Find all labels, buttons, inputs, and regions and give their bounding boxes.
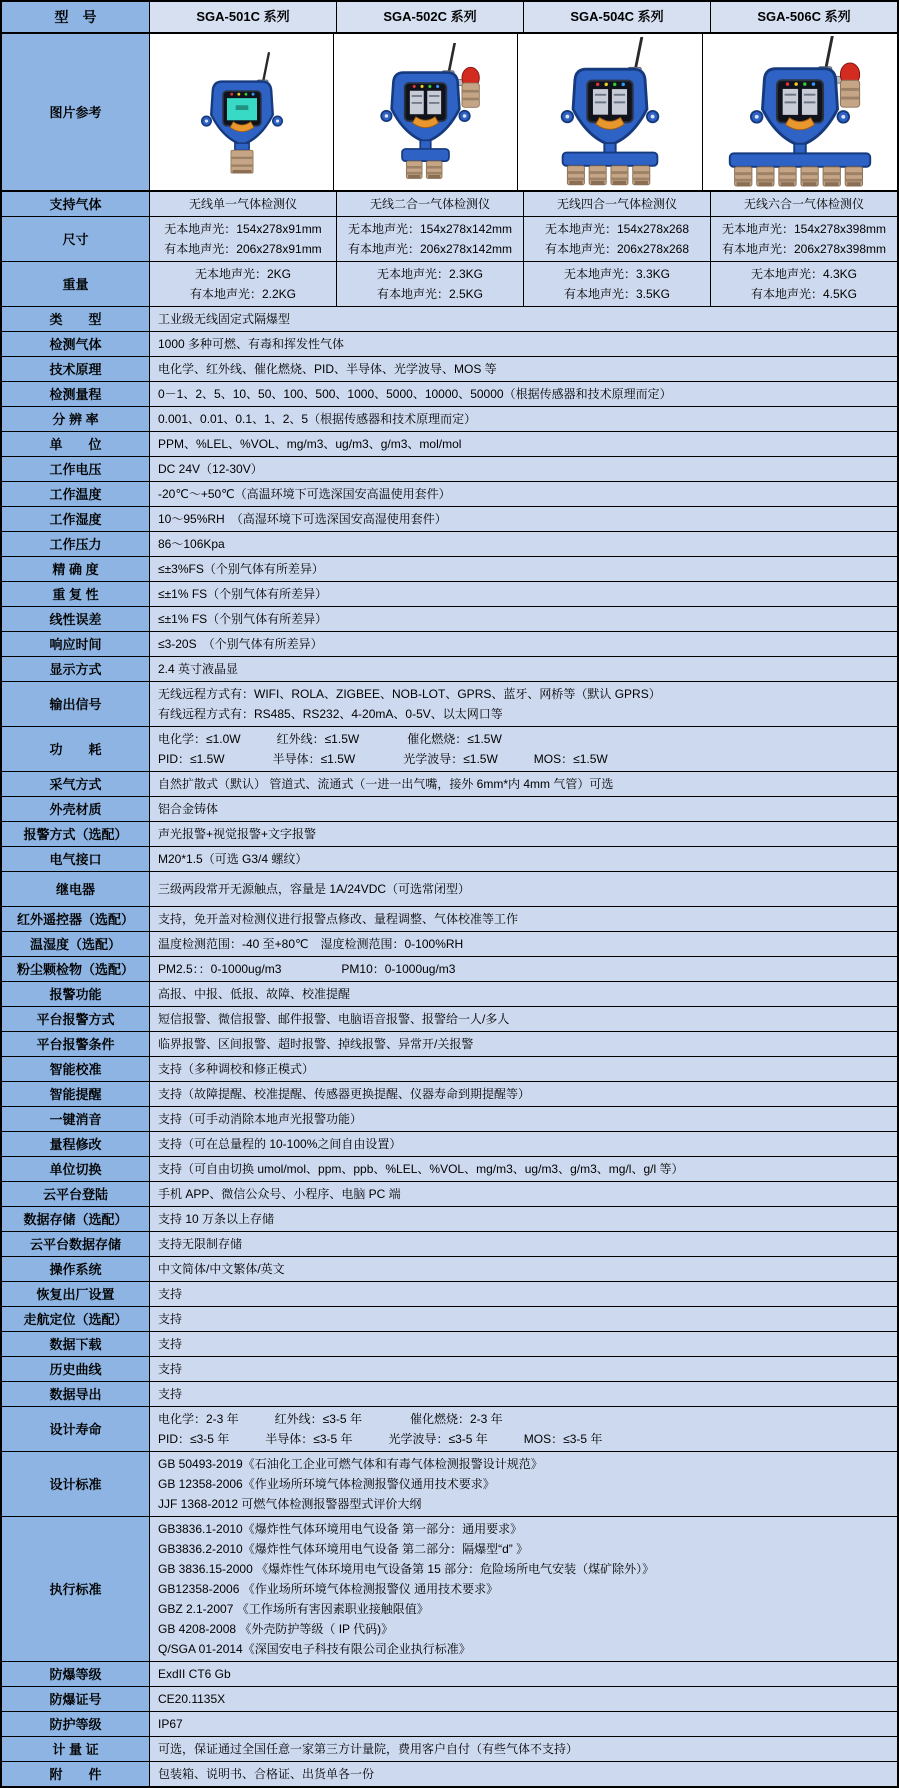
spec-value-line: 支持（可在总量程的 10-100%之间自由设置） xyxy=(158,1137,402,1151)
spec-value-line: GB3836.2-2010《爆炸性气体环境用电气设备 第二部分：隔爆型“d” 》 xyxy=(158,1542,529,1556)
spec-row xyxy=(2,822,897,847)
spec-value-line: PID：≤3-5 年 半导体：≤3-5 年 光学波导：≤3-5 年 MOS：≤3-5 年 xyxy=(158,1432,603,1446)
spec-value-cell xyxy=(150,407,897,431)
spec-row xyxy=(2,1357,897,1382)
spec-value-cell xyxy=(150,657,897,681)
spec-value-cell xyxy=(150,557,897,581)
spec-row xyxy=(2,582,897,607)
device-image-cell-sga-504c xyxy=(518,34,703,190)
row-label: 设计寿命 xyxy=(2,1407,150,1451)
spec-value-cell xyxy=(150,1517,897,1661)
spec-row xyxy=(2,262,897,307)
spec-value-cell xyxy=(150,1257,897,1281)
spec-value-cell xyxy=(150,1107,897,1131)
row-label: 智能校准 xyxy=(2,1057,150,1081)
spec-value-cell xyxy=(711,217,897,261)
spec-value-cell xyxy=(150,1057,897,1081)
image-row-label: 图片参考 xyxy=(2,34,150,190)
row-label: 工作温度 xyxy=(2,482,150,506)
spec-value-line: ≤±3%FS（个别气体有所差异） xyxy=(158,562,324,576)
spec-value-cell xyxy=(150,1232,897,1256)
row-label: 设计标准 xyxy=(2,1452,150,1516)
spec-value-cell xyxy=(150,1032,897,1056)
model-name: SGA-506C 系列 xyxy=(757,9,851,24)
spec-value-line: ≤3-20S （个别气体有所差异） xyxy=(158,637,323,651)
spec-value-line: PID：≤1.5W 半导体：≤1.5W 光学波导：≤1.5W MOS：≤1.5W xyxy=(158,752,608,766)
spec-value-line: CE20.1135X xyxy=(158,1692,226,1706)
spec-value-line: 无线二合一气体检测仪 xyxy=(369,197,490,211)
spec-row xyxy=(2,1057,897,1082)
spec-value-cell xyxy=(150,307,897,331)
spec-row xyxy=(2,682,897,727)
row-label: 执行标准 xyxy=(2,1517,150,1661)
device-image-sga-506c-icon xyxy=(705,36,895,188)
row-label: 数据导出 xyxy=(2,1382,150,1406)
row-label: 温湿度（选配） xyxy=(2,932,150,956)
spec-row xyxy=(2,1382,897,1407)
spec-value-line: IP67 xyxy=(158,1717,183,1731)
spec-value-cell xyxy=(150,727,897,771)
spec-value-line: 支持无限制存储 xyxy=(158,1237,243,1251)
spec-value-line: 支持 xyxy=(158,1387,183,1401)
spec-value-cell xyxy=(150,982,897,1006)
spec-value-line: 支持 xyxy=(158,1362,183,1376)
spec-row xyxy=(2,217,897,262)
spec-value-cell xyxy=(150,1332,897,1356)
spec-row xyxy=(2,607,897,632)
row-label: 采气方式 xyxy=(2,772,150,796)
spec-row xyxy=(2,192,897,217)
spec-value-cell xyxy=(524,192,711,216)
row-label: 响应时间 xyxy=(2,632,150,656)
row-label: 检测气体 xyxy=(2,332,150,356)
spec-value-cell xyxy=(150,1357,897,1381)
spec-value-line: 无本地声光：2.3KG xyxy=(376,267,484,281)
spec-value-cell xyxy=(150,1182,897,1206)
spec-row xyxy=(2,332,897,357)
spec-value-cell xyxy=(524,217,711,261)
spec-value-cell xyxy=(150,682,897,726)
spec-value-line: Q/SGA 01-2014《深国安电子科技有限公司企业执行标准》 xyxy=(158,1642,471,1656)
model-header-sga-501c xyxy=(150,2,337,32)
spec-value-line: 有线远程方式有：RS485、RS232、4-20mA、0-5V、以太网口等 xyxy=(158,707,503,721)
spec-value-line: 无线六合一气体检测仪 xyxy=(743,197,864,211)
spec-row xyxy=(2,1282,897,1307)
spec-row xyxy=(2,1307,897,1332)
row-label: 防护等级 xyxy=(2,1712,150,1736)
spec-row xyxy=(2,457,897,482)
spec-value-line: 有本地声光：206x278x91mm xyxy=(164,242,322,256)
image-row xyxy=(2,34,897,192)
spec-row xyxy=(2,1407,897,1452)
device-image-sga-501c-icon xyxy=(167,50,317,175)
row-label: 防爆等级 xyxy=(2,1662,150,1686)
spec-value-cell xyxy=(150,1737,897,1761)
spec-value-line: 自然扩散式（默认） 管道式、流通式（一进一出气嘴，接外 6mm*内 4mm 气管）可选 xyxy=(158,777,614,791)
row-label: 防爆证号 xyxy=(2,1687,150,1711)
spec-value-cell xyxy=(150,632,897,656)
spec-row xyxy=(2,727,897,772)
spec-value-line: PM2.5：：0-1000ug/m3 PM10：0-1000ug/m3 xyxy=(158,962,456,976)
spec-value-line: 支持 xyxy=(158,1287,183,1301)
model-name: SGA-502C 系列 xyxy=(383,9,477,24)
spec-row xyxy=(2,307,897,332)
spec-value-cell xyxy=(150,457,897,481)
spec-row xyxy=(2,1332,897,1357)
spec-row xyxy=(2,407,897,432)
spec-value-line: GBZ 2.1-2007 《工作场所有害因素职业接触限值》 xyxy=(158,1602,429,1616)
spec-value-line: 支持，免开盖对检测仪进行报警点修改、量程调整、气体校准等工作 xyxy=(158,912,519,926)
spec-row xyxy=(2,872,897,907)
spec-value-cell xyxy=(150,262,337,306)
spec-value-cell xyxy=(711,262,897,306)
spec-value-line: 支持（可手动消除本地声光报警功能） xyxy=(158,1112,363,1126)
spec-value-cell xyxy=(711,192,897,216)
spec-value-line: 电化学：2-3 年 红外线：≤3-5 年 催化燃烧：2-3 年 xyxy=(158,1412,503,1426)
spec-value-cell xyxy=(150,382,897,406)
spec-value-line: M20*1.5（可选 G3/4 螺纹） xyxy=(158,852,308,866)
device-image-cell-sga-501c xyxy=(150,34,334,190)
row-label: 数据下载 xyxy=(2,1332,150,1356)
spec-row xyxy=(2,1687,897,1712)
spec-value-line: PPM、%LEL、%VOL、mg/m3、ug/m3、g/m3、mol/mol xyxy=(158,437,462,451)
spec-value-line: 无线远程方式有：WIFI、ROLA、ZIGBEE、NOB-LOT、GPRS、蓝牙、网桥等（默认 GPRS） xyxy=(158,687,661,701)
spec-value-cell xyxy=(150,607,897,631)
spec-value-line: 有本地声光：2.2KG xyxy=(189,287,297,301)
spec-value-line: 无本地声光：154x278x268 xyxy=(544,222,690,236)
row-label: 云平台数据存储 xyxy=(2,1232,150,1256)
device-image-cell-sga-502c xyxy=(334,34,518,190)
spec-row xyxy=(2,357,897,382)
row-label: 功 耗 xyxy=(2,727,150,771)
row-label: 重 复 性 xyxy=(2,582,150,606)
spec-value-line: 支持（故障提醒、校准提醒、传感器更换提醒、仪器寿命到期提醒等） xyxy=(158,1087,531,1101)
row-label: 平台报警方式 xyxy=(2,1007,150,1031)
spec-value-line: 无本地声光：4.3KG xyxy=(750,267,858,281)
row-label: 单位切换 xyxy=(2,1157,150,1181)
spec-value-line: 有本地声光：2.5KG xyxy=(376,287,484,301)
spec-value-cell xyxy=(150,797,897,821)
spec-value-cell xyxy=(150,1157,897,1181)
spec-value-line: GB 3836.15-2000 《爆炸性气体环境用电气设备第 15 部分：危险场所电气安装（煤矿除外）》 xyxy=(158,1562,655,1576)
spec-value-line: 三级两段常开无源触点，容量是 1A/24VDC（可选常闭型） xyxy=(158,882,471,896)
spec-value-cell xyxy=(150,482,897,506)
spec-value-line: 有本地声光：3.5KG xyxy=(563,287,671,301)
spec-rows xyxy=(2,192,897,1786)
row-label: 电气接口 xyxy=(2,847,150,871)
spec-row xyxy=(2,932,897,957)
spec-row xyxy=(2,1182,897,1207)
device-image-sga-504c-icon xyxy=(520,37,700,187)
spec-value-cell xyxy=(150,1082,897,1106)
spec-value-line: 有本地声光：206x278x398mm xyxy=(721,242,887,256)
device-image-cell-sga-506c xyxy=(703,34,897,190)
spec-value-line: 电化学：≤1.0W 红外线：≤1.5W 催化燃烧：≤1.5W xyxy=(158,732,502,746)
spec-value-cell xyxy=(524,262,711,306)
spec-row xyxy=(2,772,897,797)
spec-row xyxy=(2,1257,897,1282)
spec-value-line: 临界报警、区间报警、超时报警、掉线报警、异常开/关报警 xyxy=(158,1037,474,1051)
row-label: 量程修改 xyxy=(2,1132,150,1156)
row-label: 继电器 xyxy=(2,872,150,906)
spec-value-cell xyxy=(150,532,897,556)
spec-row xyxy=(2,1232,897,1257)
header-label: 型 号 xyxy=(2,2,150,32)
row-label: 走航定位（选配） xyxy=(2,1307,150,1331)
row-label: 精 确 度 xyxy=(2,557,150,581)
spec-value-line: JJF 1368-2012 可燃气体检测报警器型式评价大纲 xyxy=(158,1497,422,1511)
spec-row xyxy=(2,1107,897,1132)
spec-value-cell xyxy=(150,957,897,981)
spec-value-line: 中文简体/中文繁体/英文 xyxy=(158,1262,285,1276)
spec-value-line: 无本地声光：154x278x91mm xyxy=(164,222,322,236)
row-label: 单 位 xyxy=(2,432,150,456)
spec-value-cell xyxy=(150,432,897,456)
row-label: 云平台登陆 xyxy=(2,1182,150,1206)
row-label: 报警功能 xyxy=(2,982,150,1006)
spec-row xyxy=(2,1082,897,1107)
row-label: 类 型 xyxy=(2,307,150,331)
spec-value-cell xyxy=(150,872,897,906)
spec-row xyxy=(2,1762,897,1786)
spec-row xyxy=(2,982,897,1007)
row-label: 计 量 证 xyxy=(2,1737,150,1761)
spec-value-line: 支持 10 万条以上存储 xyxy=(158,1212,275,1226)
row-label: 操作系统 xyxy=(2,1257,150,1281)
spec-value-cell xyxy=(150,1452,897,1516)
spec-value-cell xyxy=(150,822,897,846)
spec-row xyxy=(2,1207,897,1232)
row-label: 恢复出厂设置 xyxy=(2,1282,150,1306)
spec-value-line: DC 24V（12-30V） xyxy=(158,462,263,476)
spec-value-cell xyxy=(150,192,337,216)
row-label: 平台报警条件 xyxy=(2,1032,150,1056)
spec-value-line: GB12358-2006 《作业场所环境气体检测报警仪 通用技术要求》 xyxy=(158,1582,499,1596)
spec-value-cell xyxy=(150,1382,897,1406)
spec-row xyxy=(2,557,897,582)
spec-value-line: ≤±1% FS（个别气体有所差异） xyxy=(158,612,328,626)
model-header-sga-502c xyxy=(337,2,524,32)
row-label: 工作电压 xyxy=(2,457,150,481)
spec-value-line: 支持 xyxy=(158,1312,183,1326)
spec-value-cell xyxy=(337,217,524,261)
spec-value-cell xyxy=(150,507,897,531)
spec-value-line: 包装箱、说明书、合格证、出货单各一份 xyxy=(158,1767,375,1781)
spec-value-line: 可选，保证通过全国任意一家第三方计量院，费用客户自付（有些气体不支持） xyxy=(158,1742,579,1756)
row-label: 支持气体 xyxy=(2,192,150,216)
spec-row xyxy=(2,907,897,932)
spec-row xyxy=(2,657,897,682)
spec-value-line: 10～95%RH （高湿环境下可选深国安高湿使用套件） xyxy=(158,512,447,526)
spec-value-line: GB 4208-2008 《外壳防护等级（ IP 代码)》 xyxy=(158,1622,394,1636)
row-label: 附 件 xyxy=(2,1762,150,1786)
model-header-row xyxy=(2,2,897,34)
row-label: 智能提醒 xyxy=(2,1082,150,1106)
row-label: 分 辨 率 xyxy=(2,407,150,431)
spec-value-line: -20℃～+50℃（高温环境下可选深国安高温使用套件） xyxy=(158,487,451,501)
model-name: SGA-504C 系列 xyxy=(570,9,664,24)
spec-row xyxy=(2,1132,897,1157)
spec-value-line: 有本地声光：4.5KG xyxy=(750,287,858,301)
spec-value-cell xyxy=(150,1282,897,1306)
spec-row xyxy=(2,1712,897,1737)
spec-value-cell xyxy=(150,1662,897,1686)
spec-value-cell xyxy=(150,932,897,956)
row-label: 数据存储（选配） xyxy=(2,1207,150,1231)
row-label: 工作压力 xyxy=(2,532,150,556)
spec-value-line: 声光报警+视觉报警+文字报警 xyxy=(158,827,317,841)
spec-value-cell xyxy=(150,907,897,931)
spec-value-line: GB 50493-2019《石油化工企业可燃气体和有毒气体检测报警设计规范》 xyxy=(158,1457,543,1471)
row-label: 显示方式 xyxy=(2,657,150,681)
row-label: 粉尘颗检物（选配） xyxy=(2,957,150,981)
spec-row xyxy=(2,1452,897,1517)
spec-row xyxy=(2,632,897,657)
row-label: 线性误差 xyxy=(2,607,150,631)
spec-value-line: 手机 APP、微信公众号、小程序、电脑 PC 端 xyxy=(158,1187,401,1201)
spec-value-line: 温度检测范围：-40 至+80℃ 湿度检测范围：0-100%RH xyxy=(158,937,464,951)
spec-row xyxy=(2,532,897,557)
row-label: 历史曲线 xyxy=(2,1357,150,1381)
spec-value-line: 有本地声光：206x278x268 xyxy=(544,242,690,256)
spec-value-line: 电化学、红外线、催化燃烧、PID、半导体、光学波导、MOS 等 xyxy=(158,362,497,376)
row-label: 红外遥控器（选配） xyxy=(2,907,150,931)
spec-value-line: 2.4 英寸液晶显 xyxy=(158,662,239,676)
model-header-sga-506c xyxy=(711,2,897,32)
model-name: SGA-501C 系列 xyxy=(196,9,290,24)
spec-value-cell xyxy=(150,772,897,796)
spec-value-line: 无线四合一气体检测仪 xyxy=(556,197,677,211)
spec-value-line: 有本地声光：206x278x142mm xyxy=(347,242,513,256)
row-label: 一键消音 xyxy=(2,1107,150,1131)
spec-row xyxy=(2,797,897,822)
spec-row xyxy=(2,1662,897,1687)
spec-value-line: 铝合金铸体 xyxy=(158,802,219,816)
spec-value-line: 1000 多种可燃、有毒和挥发性气体 xyxy=(158,337,345,351)
row-label: 外壳材质 xyxy=(2,797,150,821)
row-label: 报警方式（选配） xyxy=(2,822,150,846)
spec-value-line: GB3836.1-2010《爆炸性气体环境用电气设备 第一部分：通用要求》 xyxy=(158,1522,523,1536)
row-label: 输出信号 xyxy=(2,682,150,726)
spec-row xyxy=(2,957,897,982)
spec-value-line: 0.001、0.01、0.1、1、2、5（根据传感器和技术原理而定） xyxy=(158,412,477,426)
spec-value-cell xyxy=(150,217,337,261)
spec-value-cell xyxy=(150,1207,897,1231)
row-label: 工作湿度 xyxy=(2,507,150,531)
row-label: 技术原理 xyxy=(2,357,150,381)
spec-value-line: 86～106Kpa xyxy=(158,537,225,551)
spec-value-cell xyxy=(150,847,897,871)
spec-value-cell xyxy=(337,262,524,306)
spec-value-line: ≤±1% FS（个别气体有所差异） xyxy=(158,587,328,601)
spec-value-cell xyxy=(150,1007,897,1031)
spec-row xyxy=(2,1157,897,1182)
spec-row xyxy=(2,507,897,532)
spec-value-line: 工业级无线固定式隔爆型 xyxy=(158,312,291,326)
spec-value-cell xyxy=(337,192,524,216)
spec-value-cell xyxy=(150,357,897,381)
spec-row xyxy=(2,1032,897,1057)
spec-value-line: 无本地声光：2KG xyxy=(194,267,291,281)
spec-value-cell xyxy=(150,1307,897,1331)
spec-value-line: 无本地声光：3.3KG xyxy=(563,267,671,281)
row-label: 检测量程 xyxy=(2,382,150,406)
spec-value-line: 高报、中报、低报、故障、校准提醒 xyxy=(158,987,351,1001)
spec-row xyxy=(2,432,897,457)
spec-value-line: GB 12358-2006《作业场所环境气体检测报警仪通用技术要求》 xyxy=(158,1477,495,1491)
spec-value-line: 支持（可自由切换 umol/mol、ppm、ppb、%LEL、%VOL、mg/m3、ug/m3、g/m3、mg/l、g/l 等） xyxy=(158,1162,684,1176)
spec-value-line: 支持 xyxy=(158,1337,183,1351)
model-header-sga-504c xyxy=(524,2,711,32)
spec-value-cell xyxy=(150,332,897,356)
spec-value-line: 无线单一气体检测仪 xyxy=(188,197,297,211)
spec-value-line: 无本地声光：154x278x398mm xyxy=(721,222,887,236)
spec-value-cell xyxy=(150,1132,897,1156)
spec-row xyxy=(2,847,897,872)
spec-value-cell xyxy=(150,1762,897,1786)
spec-row xyxy=(2,1007,897,1032)
spec-value-cell xyxy=(150,1407,897,1451)
spec-value-cell xyxy=(150,1687,897,1711)
row-label: 尺寸 xyxy=(2,217,150,261)
spec-row xyxy=(2,482,897,507)
row-label: 重量 xyxy=(2,262,150,306)
device-image-sga-502c-icon xyxy=(343,43,508,180)
spec-value-line: 支持（多种调校和修正模式） xyxy=(158,1062,315,1076)
spec-value-cell xyxy=(150,1712,897,1736)
spec-row xyxy=(2,382,897,407)
spec-value-line: 0－1、2、5、10、50、100、500、1000、5000、10000、50000（根据传感器和技术原理而定） xyxy=(158,387,672,401)
spec-value-line: ExdII CT6 Gb xyxy=(158,1667,231,1681)
spec-value-line: 短信报警、微信报警、邮件报警、电脑语音报警、报警给一人/多人 xyxy=(158,1012,510,1026)
spec-value-cell xyxy=(150,582,897,606)
spec-row xyxy=(2,1517,897,1662)
spec-value-line: 无本地声光：154x278x142mm xyxy=(347,222,513,236)
spec-row xyxy=(2,1737,897,1762)
